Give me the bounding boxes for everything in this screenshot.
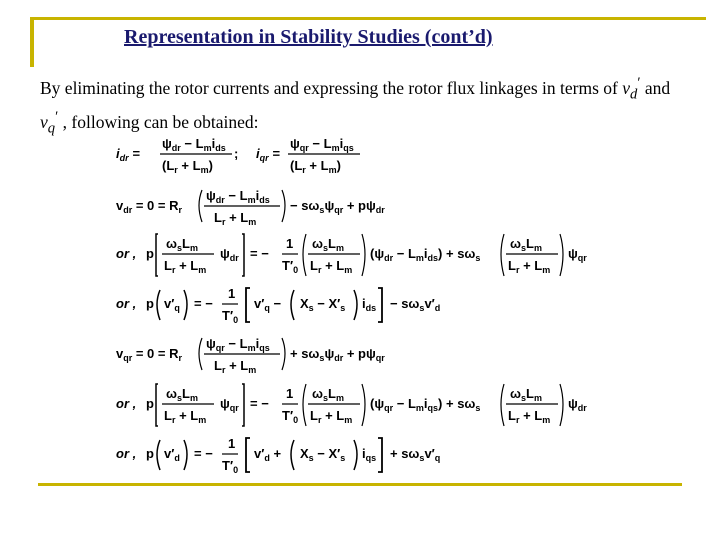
svg-text:or ,: or , (116, 246, 137, 261)
svg-text:ωsLm: $\omega_sL_m$ (510, 236, 542, 253)
equation-vqr (116, 336, 385, 375)
intro-part2: , following can be obtained: (58, 112, 259, 133)
svg-text:p: p (146, 246, 154, 261)
svg-text:ωsLm: $\omega_sL_m$ (166, 386, 198, 403)
vd-prime: ′ (637, 75, 641, 91)
svg-text:(ψdr − Lmids) + sωs: $(\psi_{dr} - L_mi_{ds}) + s\omega_s$ (370, 246, 481, 263)
intro-part1: By eliminating the rotor currents and expressing the rotor flux linkages in terms of (40, 77, 623, 98)
svg-text:+ sωsψdr + pψqr: + $s\omega_s\psi_{dr} + p\psi_{qr}$ (290, 346, 385, 363)
svg-text:;: ; (234, 146, 239, 161)
svg-text:T′0: $T'_0$ (282, 408, 299, 425)
vd-subscript: d (630, 86, 638, 103)
svg-text:ψqr: $\psi_{qr}$ (220, 396, 239, 413)
svg-text:or ,: or , (116, 446, 137, 461)
svg-text:ψqr − Lmiqs: $\psi_{qr} - L_mi_{qs}$ (206, 336, 270, 353)
svg-text:1: 1 (228, 436, 236, 451)
vd-symbol: v (622, 77, 631, 98)
svg-text:iqr =: $i_{qr}$ = (256, 146, 280, 163)
intro-and: and (640, 77, 671, 98)
svg-text:iqs: $i_{qs}$ (362, 446, 377, 463)
vq-symbol: v (40, 112, 48, 133)
equation-6 (116, 384, 587, 426)
svg-text:v′d +: $v'_d$ + (254, 446, 282, 463)
svg-text:or ,: or , (116, 396, 137, 411)
svg-text:Xs − X′s: $X_s - X'_s$ (300, 296, 346, 313)
frame-left-accent (30, 17, 34, 67)
svg-text:p: p (146, 396, 154, 411)
svg-text:+ sωsv′q: + $s\omega_sv'_q$ (390, 446, 441, 463)
svg-text:= −: = − (250, 396, 269, 411)
equation-block (110, 130, 610, 480)
svg-text:v′d: $v'_d$ (164, 446, 180, 463)
svg-text:p: p (146, 296, 154, 311)
svg-text:ωsLm: $\omega_sL_m$ (312, 236, 344, 253)
svg-text:or ,: or , (116, 296, 137, 311)
svg-text:ψdr: $\psi_{dr}$ (220, 246, 239, 263)
svg-text:p: p (146, 446, 154, 461)
svg-text:T′0: $T'_0$ (222, 458, 239, 475)
svg-text:ψdr: $\psi_{dr}$ (568, 396, 587, 413)
equation-7 (116, 436, 440, 475)
svg-text:vqr = 0 = Rr: $v_{qr} = 0 = R_r$ (116, 346, 182, 363)
vq-subscript: q (47, 120, 56, 137)
svg-text:1: 1 (286, 236, 294, 251)
svg-text:T′0: $T'_0$ (282, 258, 299, 275)
svg-text:− sωsv′d: − $s\omega_sv'_d$ (390, 296, 441, 313)
svg-text:Lr + Lm: $L_r + L_m$ (164, 258, 207, 275)
svg-text:1: 1 (228, 286, 236, 301)
svg-text:v′q: $v'_q$ (164, 296, 180, 313)
svg-text:ψqr: $\psi_{qr}$ (568, 246, 587, 263)
svg-text:Lr + Lm: $L_r + L_m$ (310, 408, 353, 425)
svg-text:− sωsψqr + pψdr: − $s\omega_s\psi_{qr} + p\psi_{dr}$ (290, 198, 385, 215)
svg-text:ωsLm: $\omega_sL_m$ (312, 386, 344, 403)
svg-text:= −: = − (194, 296, 213, 311)
svg-text:(Lr + Lm): $(L_r + L_m)$ (162, 158, 213, 175)
svg-text:ωsLm: $\omega_sL_m$ (510, 386, 542, 403)
svg-text:Lr + Lm: $L_r + L_m$ (164, 408, 207, 425)
svg-text:Lr + Lm: $L_r + L_m$ (508, 258, 551, 275)
svg-text:= −: = − (250, 246, 269, 261)
equation-4 (116, 286, 440, 325)
frame-top-line (30, 17, 706, 20)
svg-text:Lr + Lm: $L_r + L_m$ (214, 358, 257, 375)
svg-text:= −: = − (194, 446, 213, 461)
svg-text:ids: $i_{ds}$ (362, 296, 377, 313)
svg-text:idr =: $i_{dr}$ = (116, 146, 140, 163)
svg-text:Xs − X′s: $X_s - X'_s$ (300, 446, 346, 463)
svg-text:1: 1 (286, 386, 294, 401)
page-title: Representation in Stability Studies (cont’d) (124, 26, 493, 48)
svg-text:Lr + Lm: $L_r + L_m$ (214, 210, 257, 227)
svg-text:ψqr − Lmiqs: $\psi_{qr} - L_mi_{qs}$ (290, 136, 354, 153)
svg-text:T′0: $T'_0$ (222, 308, 239, 325)
equation-idr-iqr (116, 136, 360, 175)
svg-text:Lr + Lm: $L_r + L_m$ (310, 258, 353, 275)
svg-text:ψdr − Lmids: $\psi_{dr} - L_mi_{ds}$ (162, 136, 226, 153)
frame-bottom-line (38, 483, 682, 486)
svg-text:(ψqr − Lmiqs) + sωs: $(\psi_{qr} - L_mi_{qs}) + s\omega_s$ (370, 396, 481, 413)
svg-text:ψdr − Lmids: $\psi_{dr} - L_mi_{ds}$ (206, 188, 270, 205)
svg-text:Lr + Lm: $L_r + L_m$ (508, 408, 551, 425)
svg-text:ωsLm: $\omega_sL_m$ (166, 236, 198, 253)
svg-text:v′q −: $v'_q$ − (254, 296, 282, 313)
equation-vdr (116, 188, 385, 227)
equation-3 (116, 234, 587, 276)
vq-prime: ′ (55, 109, 59, 126)
equations-svg (110, 130, 610, 480)
svg-text:(Lr + Lm): $(L_r + L_m)$ (290, 158, 341, 175)
svg-text:vdr = 0 = Rr: $v_{dr} = 0 = R_r$ (116, 198, 182, 215)
